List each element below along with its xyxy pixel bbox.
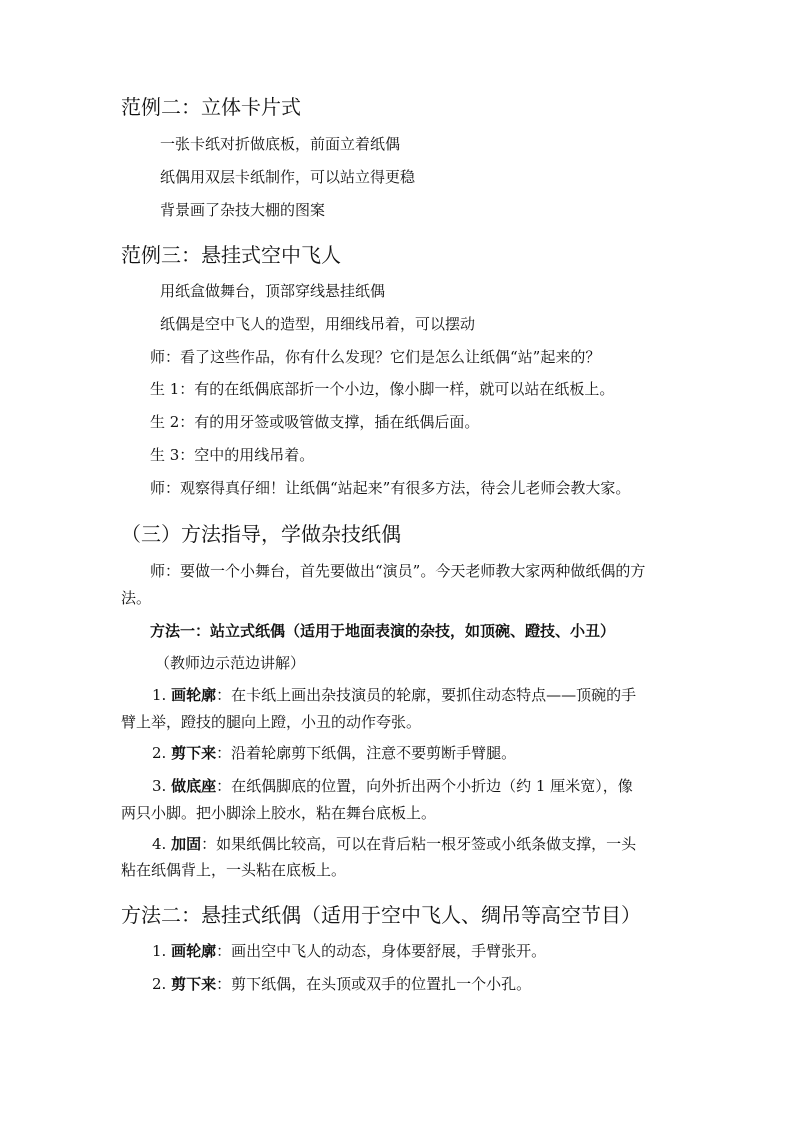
method1-title: 方法一：站立式纸偶（适用于地面表演的杂技，如顶碗、蹬技、小丑）	[150, 622, 616, 640]
step-text: ：沿着轮廓剪下纸偶，注意不要剪断手臂腿。	[216, 744, 517, 762]
example2-heading: 范例二：立体卡片式	[121, 95, 301, 119]
method1-step-4-line-2: 粘在纸偶背上，一头粘在底板上。	[121, 861, 347, 879]
dialogue-line-1: 师：看了这些作品，你有什么发现？它们是怎么让纸偶“站”起来的？	[150, 348, 601, 366]
step-label: 加固	[171, 835, 202, 853]
step-number: 4.	[152, 835, 167, 853]
section3-heading: （三）方法指导，学做杂技纸偶	[121, 522, 401, 546]
step-number: 1.	[152, 686, 167, 704]
dialogue-line-5: 师：观察得真仔细！让纸偶“站起来”有很多方法，待会儿老师会教大家。	[150, 479, 631, 497]
step-text: ：在卡纸上画出杂技演员的轮廓，要抓住动态特点——顶碗的手	[216, 686, 637, 704]
step-number: 2.	[152, 744, 167, 762]
example2-item-2: 纸偶用双层卡纸制作，可以站立得更稳	[160, 168, 416, 186]
step-number: 1.	[152, 942, 167, 960]
dialogue-line-4: 生 3：空中的用线吊着。	[150, 446, 315, 464]
section3-intro-line-2: 法。	[121, 589, 152, 607]
dialogue-line-3: 生 2：有的用牙签或吸管做支撑，插在纸偶后面。	[150, 413, 480, 431]
method1-step-1-line-1	[152, 688, 636, 703]
method1-note: （教师边示范边讲解）	[155, 654, 306, 672]
step-text: ：剪下纸偶，在头顶或双手的位置扎一个小孔。	[216, 975, 532, 993]
example3-item-1: 用纸盒做舞台，顶部穿线悬挂纸偶	[160, 282, 386, 300]
step-text: ：如果纸偶比较高，可以在背后粘一根牙签或小纸条做支撑，一头	[201, 835, 637, 853]
method1-step-4-line-1	[152, 837, 636, 852]
step-number: 2.	[152, 975, 167, 993]
step-label: 做底座	[171, 777, 217, 795]
method2-step-1-line-1	[152, 944, 546, 959]
step-label: 画轮廓	[171, 942, 217, 960]
step-text: ：画出空中飞人的动态，身体要舒展，手臂张开。	[216, 942, 547, 960]
method1-step-1-line-2: 臂上举，蹬技的腿向上蹬，小丑的动作夸张。	[121, 713, 422, 731]
method1-step-3-line-2: 两只小脚。把小脚涂上胶水，粘在舞台底板上。	[121, 804, 437, 822]
step-label: 剪下来	[171, 744, 217, 762]
method1-step-2-line-1	[152, 746, 516, 761]
example3-heading: 范例三：悬挂式空中飞人	[121, 243, 341, 267]
step-text: ：在纸偶脚底的位置，向外折出两个小折边（约 1 厘米宽），像	[216, 777, 633, 795]
method2-heading: 方法二：悬挂式纸偶（适用于空中飞人、绸吊等高空节目）	[121, 903, 641, 927]
step-label: 剪下来	[171, 975, 217, 993]
method2-step-2-line-1	[152, 977, 531, 992]
example3-item-2: 纸偶是空中飞人的造型，用细线吊着，可以摆动	[160, 315, 476, 333]
dialogue-line-2: 生 1：有的在纸偶底部折一个小边，像小脚一样，就可以站在纸板上。	[150, 380, 615, 398]
section3-intro-line-1: 师：要做一个小舞台，首先要做出“演员”。今天老师教大家两种做纸偶的方	[150, 562, 646, 580]
step-label: 画轮廓	[171, 686, 217, 704]
example2-item-3: 背景画了杂技大棚的图案	[160, 201, 326, 219]
step-number: 3.	[152, 777, 167, 795]
example2-item-1: 一张卡纸对折做底板，前面立着纸偶	[160, 135, 401, 153]
method1-step-3-line-1	[152, 779, 633, 794]
